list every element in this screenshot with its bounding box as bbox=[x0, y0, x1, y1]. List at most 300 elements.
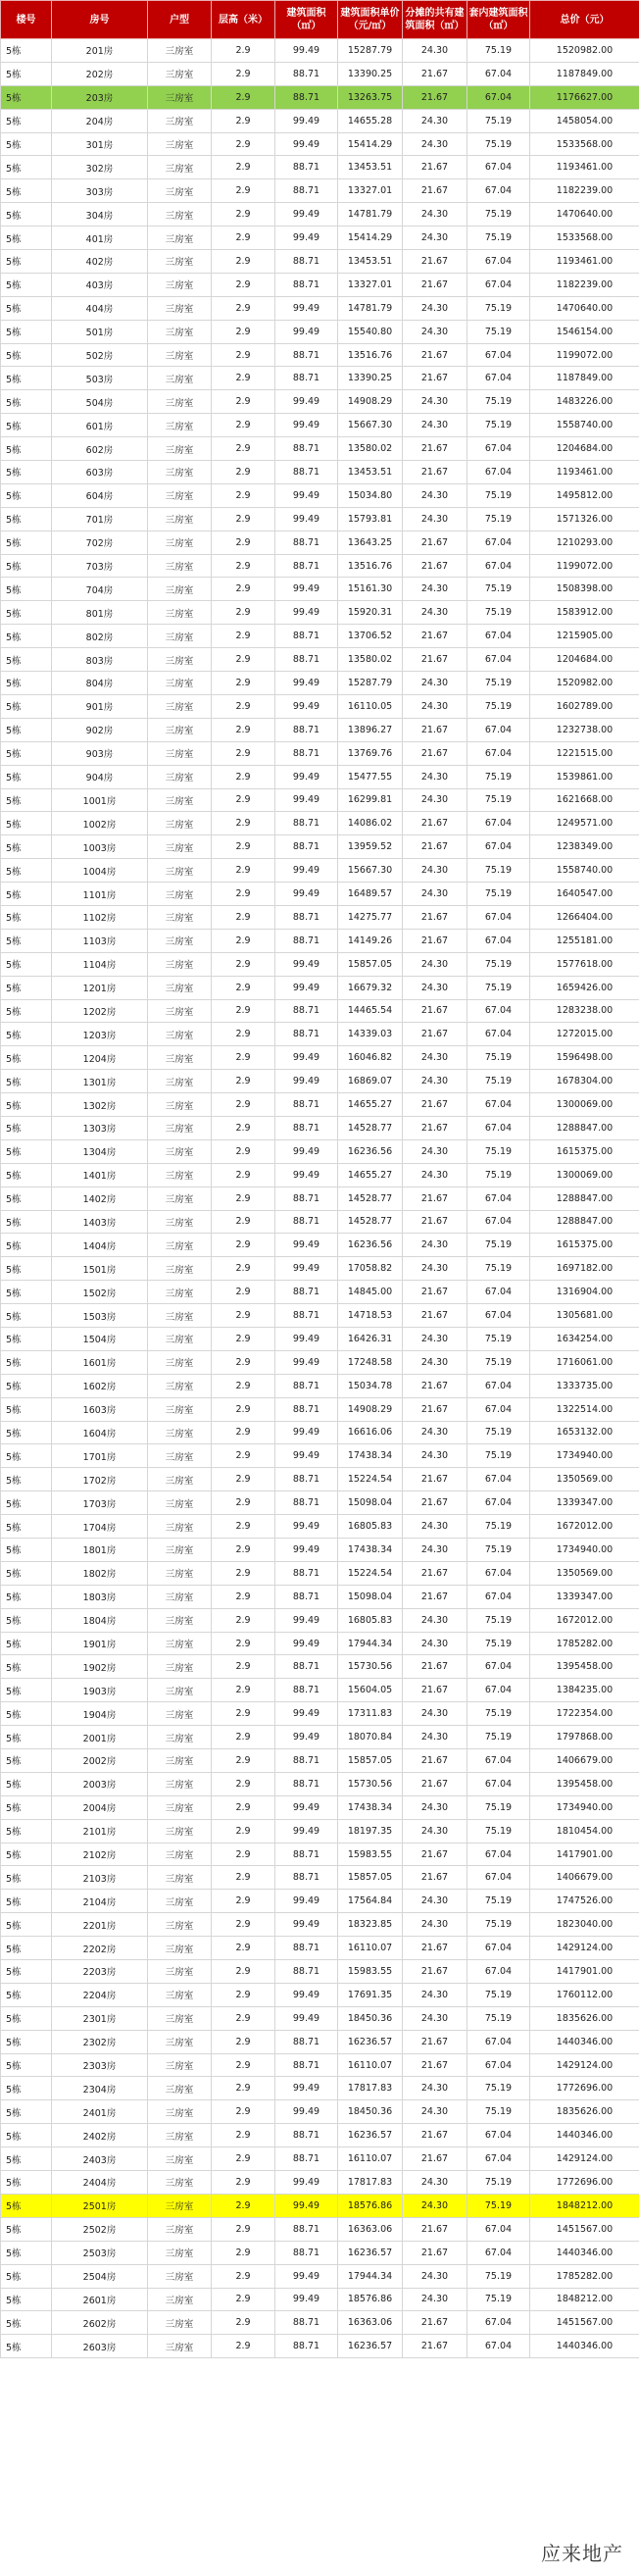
cell-shared-area: 24.30 bbox=[403, 672, 467, 695]
cell-shared-area: 21.67 bbox=[403, 273, 467, 296]
table-row bbox=[1, 530, 639, 554]
cell-floor-height: 2.9 bbox=[212, 483, 275, 507]
cell-floor-height: 2.9 bbox=[212, 1983, 275, 2006]
cell-unit-type: 三房室 bbox=[148, 672, 212, 695]
cell-room: 702房 bbox=[52, 530, 148, 554]
cell-unit-price: 17058.82 bbox=[338, 1257, 403, 1281]
cell-unit-type: 三房室 bbox=[148, 530, 212, 554]
cell-floor-height: 2.9 bbox=[212, 578, 275, 601]
cell-unit-type: 三房室 bbox=[148, 1866, 212, 1890]
cell-unit-price: 16236.56 bbox=[338, 1139, 403, 1163]
cell-floor-height: 2.9 bbox=[212, 601, 275, 625]
table-row bbox=[1, 1397, 639, 1421]
cell-unit-type: 三房室 bbox=[148, 1234, 212, 1257]
cell-building: 5栋 bbox=[1, 85, 52, 109]
cell-building: 5栋 bbox=[1, 1843, 52, 1866]
cell-inner-area: 75.19 bbox=[467, 507, 530, 530]
cell-unit-price: 14339.03 bbox=[338, 1023, 403, 1046]
cell-building-area: 88.71 bbox=[275, 1937, 338, 1960]
cell-room: 203房 bbox=[52, 85, 148, 109]
cell-building: 5栋 bbox=[1, 1983, 52, 2006]
cell-building: 5栋 bbox=[1, 2288, 52, 2311]
table-row bbox=[1, 1023, 639, 1046]
cell-room: 2201房 bbox=[52, 1913, 148, 1937]
cell-building-area: 99.49 bbox=[275, 1234, 338, 1257]
table-row bbox=[1, 1374, 639, 1397]
cell-unit-type: 三房室 bbox=[148, 367, 212, 390]
cell-shared-area: 24.30 bbox=[403, 2194, 467, 2217]
cell-inner-area: 75.19 bbox=[467, 483, 530, 507]
cell-shared-area: 21.67 bbox=[403, 741, 467, 765]
cell-building-area: 88.71 bbox=[275, 367, 338, 390]
cell-floor-height: 2.9 bbox=[212, 179, 275, 203]
cell-inner-area: 67.04 bbox=[467, 367, 530, 390]
cell-unit-type: 三房室 bbox=[148, 1913, 212, 1937]
cell-room: 2004房 bbox=[52, 1795, 148, 1819]
header-building: 楼号 bbox=[1, 1, 52, 39]
cell-building: 5栋 bbox=[1, 1608, 52, 1632]
cell-unit-price: 13769.76 bbox=[338, 741, 403, 765]
cell-room: 1904房 bbox=[52, 1702, 148, 1726]
table-row bbox=[1, 859, 639, 883]
cell-inner-area: 67.04 bbox=[467, 812, 530, 835]
cell-unit-type: 三房室 bbox=[148, 1304, 212, 1328]
cell-total-price: 1602789.00 bbox=[530, 694, 639, 718]
cell-inner-area: 75.19 bbox=[467, 672, 530, 695]
cell-shared-area: 24.30 bbox=[403, 1139, 467, 1163]
cell-inner-area: 67.04 bbox=[467, 2335, 530, 2358]
cell-floor-height: 2.9 bbox=[212, 530, 275, 554]
cell-building: 5栋 bbox=[1, 788, 52, 812]
cell-inner-area: 67.04 bbox=[467, 905, 530, 929]
cell-building-area: 88.71 bbox=[275, 1491, 338, 1515]
cell-inner-area: 67.04 bbox=[467, 2241, 530, 2264]
cell-floor-height: 2.9 bbox=[212, 1937, 275, 1960]
cell-total-price: 1429124.00 bbox=[530, 2053, 639, 2077]
cell-shared-area: 21.67 bbox=[403, 2124, 467, 2147]
cell-total-price: 1546154.00 bbox=[530, 320, 639, 343]
table-row bbox=[1, 203, 639, 227]
cell-inner-area: 75.19 bbox=[467, 2006, 530, 2030]
cell-floor-height: 2.9 bbox=[212, 1960, 275, 1984]
cell-total-price: 1440346.00 bbox=[530, 2241, 639, 2264]
cell-room: 404房 bbox=[52, 296, 148, 320]
cell-unit-price: 15034.80 bbox=[338, 483, 403, 507]
cell-total-price: 1558740.00 bbox=[530, 859, 639, 883]
cell-total-price: 1615375.00 bbox=[530, 1234, 639, 1257]
cell-total-price: 1458054.00 bbox=[530, 109, 639, 132]
cell-inner-area: 67.04 bbox=[467, 461, 530, 484]
cell-floor-height: 2.9 bbox=[212, 1421, 275, 1444]
cell-unit-type: 三房室 bbox=[148, 2335, 212, 2358]
cell-unit-price: 15793.81 bbox=[338, 507, 403, 530]
cell-building-area: 88.71 bbox=[275, 1187, 338, 1210]
cell-unit-type: 三房室 bbox=[148, 905, 212, 929]
cell-floor-height: 2.9 bbox=[212, 1187, 275, 1210]
cell-room: 1603房 bbox=[52, 1397, 148, 1421]
cell-building: 5栋 bbox=[1, 554, 52, 578]
cell-room: 1703房 bbox=[52, 1491, 148, 1515]
cell-building-area: 99.49 bbox=[275, 1983, 338, 2006]
cell-floor-height: 2.9 bbox=[212, 390, 275, 414]
cell-building: 5栋 bbox=[1, 1421, 52, 1444]
cell-floor-height: 2.9 bbox=[212, 554, 275, 578]
cell-floor-height: 2.9 bbox=[212, 132, 275, 156]
table-row bbox=[1, 1515, 639, 1539]
cell-shared-area: 21.67 bbox=[403, 437, 467, 461]
table-row bbox=[1, 1679, 639, 1702]
cell-floor-height: 2.9 bbox=[212, 1702, 275, 1726]
cell-total-price: 1182239.00 bbox=[530, 273, 639, 296]
cell-floor-height: 2.9 bbox=[212, 812, 275, 835]
cell-unit-type: 三房室 bbox=[148, 741, 212, 765]
cell-inner-area: 67.04 bbox=[467, 1093, 530, 1117]
cell-total-price: 1176627.00 bbox=[530, 85, 639, 109]
cell-unit-type: 三房室 bbox=[148, 1983, 212, 2006]
cell-building: 5栋 bbox=[1, 1304, 52, 1328]
cell-unit-price: 15477.55 bbox=[338, 765, 403, 788]
cell-building: 5栋 bbox=[1, 1585, 52, 1608]
cell-room: 2202房 bbox=[52, 1937, 148, 1960]
cell-inner-area: 75.19 bbox=[467, 2288, 530, 2311]
cell-total-price: 1722354.00 bbox=[530, 1702, 639, 1726]
cell-unit-price: 15857.05 bbox=[338, 952, 403, 976]
cell-unit-type: 三房室 bbox=[148, 1726, 212, 1749]
cell-room: 703房 bbox=[52, 554, 148, 578]
cell-building-area: 88.71 bbox=[275, 1561, 338, 1585]
cell-room: 1801房 bbox=[52, 1539, 148, 1562]
table-row bbox=[1, 648, 639, 672]
cell-room: 2003房 bbox=[52, 1772, 148, 1795]
cell-inner-area: 67.04 bbox=[467, 1374, 530, 1397]
cell-floor-height: 2.9 bbox=[212, 1608, 275, 1632]
cell-inner-area: 67.04 bbox=[467, 1281, 530, 1304]
cell-inner-area: 75.19 bbox=[467, 203, 530, 227]
cell-building-area: 88.71 bbox=[275, 1281, 338, 1304]
cell-unit-type: 三房室 bbox=[148, 2264, 212, 2288]
cell-room: 402房 bbox=[52, 250, 148, 274]
cell-unit-type: 三房室 bbox=[148, 1257, 212, 1281]
cell-total-price: 1451567.00 bbox=[530, 2311, 639, 2335]
cell-unit-type: 三房室 bbox=[148, 694, 212, 718]
cell-inner-area: 75.19 bbox=[467, 1046, 530, 1070]
cell-total-price: 1182239.00 bbox=[530, 179, 639, 203]
table-row bbox=[1, 1772, 639, 1795]
cell-unit-price: 14149.26 bbox=[338, 929, 403, 952]
cell-floor-height: 2.9 bbox=[212, 1281, 275, 1304]
cell-building-area: 99.49 bbox=[275, 1702, 338, 1726]
cell-room: 804房 bbox=[52, 672, 148, 695]
cell-inner-area: 67.04 bbox=[467, 1679, 530, 1702]
cell-inner-area: 67.04 bbox=[467, 1116, 530, 1139]
table-row bbox=[1, 132, 639, 156]
cell-total-price: 1187849.00 bbox=[530, 367, 639, 390]
cell-unit-price: 13327.01 bbox=[338, 273, 403, 296]
cell-floor-height: 2.9 bbox=[212, 1843, 275, 1866]
cell-building-area: 99.49 bbox=[275, 2194, 338, 2217]
cell-unit-type: 三房室 bbox=[148, 85, 212, 109]
cell-unit-type: 三房室 bbox=[148, 2241, 212, 2264]
cell-shared-area: 21.67 bbox=[403, 1397, 467, 1421]
cell-building: 5栋 bbox=[1, 1210, 52, 1234]
cell-room: 301房 bbox=[52, 132, 148, 156]
table-row bbox=[1, 2288, 639, 2311]
cell-building: 5栋 bbox=[1, 1139, 52, 1163]
cell-floor-height: 2.9 bbox=[212, 1679, 275, 1702]
cell-inner-area: 67.04 bbox=[467, 1866, 530, 1890]
header-unit-type: 户型 bbox=[148, 1, 212, 39]
cell-room: 504房 bbox=[52, 390, 148, 414]
cell-unit-type: 三房室 bbox=[148, 62, 212, 85]
cell-floor-height: 2.9 bbox=[212, 507, 275, 530]
cell-room: 2403房 bbox=[52, 2147, 148, 2171]
cell-inner-area: 75.19 bbox=[467, 2264, 530, 2288]
cell-inner-area: 75.19 bbox=[467, 578, 530, 601]
cell-unit-type: 三房室 bbox=[148, 273, 212, 296]
cell-unit-price: 13959.52 bbox=[338, 835, 403, 859]
cell-room: 1404房 bbox=[52, 1234, 148, 1257]
table-row bbox=[1, 1093, 639, 1117]
cell-inner-area: 67.04 bbox=[467, 530, 530, 554]
cell-building: 5栋 bbox=[1, 601, 52, 625]
cell-floor-height: 2.9 bbox=[212, 1116, 275, 1139]
cell-unit-type: 三房室 bbox=[148, 2124, 212, 2147]
cell-total-price: 1440346.00 bbox=[530, 2335, 639, 2358]
table-row bbox=[1, 672, 639, 695]
cell-floor-height: 2.9 bbox=[212, 2335, 275, 2358]
cell-building: 5栋 bbox=[1, 483, 52, 507]
cell-unit-price: 14465.54 bbox=[338, 999, 403, 1023]
cell-building-area: 99.49 bbox=[275, 976, 338, 999]
cell-building: 5栋 bbox=[1, 952, 52, 976]
table-row bbox=[1, 1281, 639, 1304]
table-row bbox=[1, 1187, 639, 1210]
cell-total-price: 1221515.00 bbox=[530, 741, 639, 765]
cell-room: 1602房 bbox=[52, 1374, 148, 1397]
cell-unit-type: 三房室 bbox=[148, 2006, 212, 2030]
cell-building-area: 88.71 bbox=[275, 718, 338, 741]
cell-building: 5栋 bbox=[1, 1187, 52, 1210]
cell-unit-type: 三房室 bbox=[148, 1749, 212, 1773]
table-row bbox=[1, 39, 639, 63]
cell-shared-area: 24.30 bbox=[403, 1913, 467, 1937]
cell-shared-area: 24.30 bbox=[403, 39, 467, 63]
cell-building: 5栋 bbox=[1, 203, 52, 227]
cell-building: 5栋 bbox=[1, 1866, 52, 1890]
table-row bbox=[1, 1913, 639, 1937]
cell-unit-type: 三房室 bbox=[148, 1608, 212, 1632]
cell-unit-type: 三房室 bbox=[148, 1795, 212, 1819]
cell-unit-price: 15857.05 bbox=[338, 1749, 403, 1773]
cell-unit-type: 三房室 bbox=[148, 507, 212, 530]
cell-unit-type: 三房室 bbox=[148, 2030, 212, 2053]
cell-shared-area: 24.30 bbox=[403, 2288, 467, 2311]
cell-inner-area: 67.04 bbox=[467, 156, 530, 179]
cell-building: 5栋 bbox=[1, 2311, 52, 2335]
cell-unit-price: 16110.05 bbox=[338, 694, 403, 718]
cell-building: 5栋 bbox=[1, 2264, 52, 2288]
cell-unit-price: 15034.78 bbox=[338, 1374, 403, 1397]
cell-room: 2404房 bbox=[52, 2171, 148, 2195]
cell-building-area: 99.49 bbox=[275, 672, 338, 695]
cell-unit-price: 15920.31 bbox=[338, 601, 403, 625]
cell-total-price: 1232738.00 bbox=[530, 718, 639, 741]
cell-inner-area: 67.04 bbox=[467, 1937, 530, 1960]
cell-floor-height: 2.9 bbox=[212, 2171, 275, 2195]
cell-floor-height: 2.9 bbox=[212, 1023, 275, 1046]
cell-unit-type: 三房室 bbox=[148, 39, 212, 63]
cell-building: 5栋 bbox=[1, 883, 52, 906]
cell-building-area: 88.71 bbox=[275, 2053, 338, 2077]
cell-inner-area: 75.19 bbox=[467, 1515, 530, 1539]
cell-total-price: 1193461.00 bbox=[530, 250, 639, 274]
cell-building: 5栋 bbox=[1, 461, 52, 484]
cell-floor-height: 2.9 bbox=[212, 343, 275, 367]
cell-total-price: 1316904.00 bbox=[530, 1281, 639, 1304]
cell-floor-height: 2.9 bbox=[212, 625, 275, 648]
cell-floor-height: 2.9 bbox=[212, 2100, 275, 2124]
cell-room: 2001房 bbox=[52, 1726, 148, 1749]
cell-unit-type: 三房室 bbox=[148, 483, 212, 507]
cell-building-area: 99.49 bbox=[275, 2077, 338, 2100]
cell-building-area: 99.49 bbox=[275, 1539, 338, 1562]
cell-floor-height: 2.9 bbox=[212, 1070, 275, 1093]
cell-shared-area: 21.67 bbox=[403, 461, 467, 484]
cell-floor-height: 2.9 bbox=[212, 788, 275, 812]
cell-total-price: 1406679.00 bbox=[530, 1866, 639, 1890]
cell-room: 1003房 bbox=[52, 835, 148, 859]
table-row bbox=[1, 1421, 639, 1444]
cell-shared-area: 24.30 bbox=[403, 2171, 467, 2195]
cell-total-price: 1417901.00 bbox=[530, 1843, 639, 1866]
cell-floor-height: 2.9 bbox=[212, 2077, 275, 2100]
cell-unit-type: 三房室 bbox=[148, 1702, 212, 1726]
cell-building: 5栋 bbox=[1, 1913, 52, 1937]
cell-room: 701房 bbox=[52, 507, 148, 530]
cell-inner-area: 67.04 bbox=[467, 1304, 530, 1328]
cell-room: 1704房 bbox=[52, 1515, 148, 1539]
cell-floor-height: 2.9 bbox=[212, 1046, 275, 1070]
cell-building: 5栋 bbox=[1, 437, 52, 461]
cell-building: 5栋 bbox=[1, 1163, 52, 1187]
cell-room: 2102房 bbox=[52, 1843, 148, 1866]
cell-shared-area: 21.67 bbox=[403, 625, 467, 648]
table-row bbox=[1, 156, 639, 179]
table-row bbox=[1, 694, 639, 718]
cell-unit-type: 三房室 bbox=[148, 1491, 212, 1515]
cell-unit-price: 13327.01 bbox=[338, 179, 403, 203]
cell-room: 601房 bbox=[52, 414, 148, 437]
cell-inner-area: 75.19 bbox=[467, 1421, 530, 1444]
cell-inner-area: 75.19 bbox=[467, 765, 530, 788]
cell-unit-type: 三房室 bbox=[148, 109, 212, 132]
cell-inner-area: 67.04 bbox=[467, 2053, 530, 2077]
cell-inner-area: 75.19 bbox=[467, 1726, 530, 1749]
cell-total-price: 1451567.00 bbox=[530, 2217, 639, 2241]
cell-floor-height: 2.9 bbox=[212, 2288, 275, 2311]
cell-floor-height: 2.9 bbox=[212, 1913, 275, 1937]
table-row bbox=[1, 1350, 639, 1374]
cell-total-price: 1533568.00 bbox=[530, 132, 639, 156]
cell-total-price: 1785282.00 bbox=[530, 2264, 639, 2288]
cell-unit-price: 18197.35 bbox=[338, 1819, 403, 1843]
cell-floor-height: 2.9 bbox=[212, 273, 275, 296]
cell-total-price: 1384235.00 bbox=[530, 1679, 639, 1702]
cell-shared-area: 24.30 bbox=[403, 1421, 467, 1444]
cell-shared-area: 24.30 bbox=[403, 390, 467, 414]
cell-building: 5栋 bbox=[1, 1960, 52, 1984]
cell-unit-price: 16489.57 bbox=[338, 883, 403, 906]
cell-total-price: 1255181.00 bbox=[530, 929, 639, 952]
table-row bbox=[1, 1819, 639, 1843]
cell-building-area: 88.71 bbox=[275, 835, 338, 859]
cell-unit-type: 三房室 bbox=[148, 952, 212, 976]
cell-total-price: 1848212.00 bbox=[530, 2288, 639, 2311]
cell-unit-price: 16616.06 bbox=[338, 1421, 403, 1444]
cell-shared-area: 24.30 bbox=[403, 1795, 467, 1819]
cell-unit-price: 15730.56 bbox=[338, 1772, 403, 1795]
cell-unit-type: 三房室 bbox=[148, 1561, 212, 1585]
table-row bbox=[1, 2217, 639, 2241]
table-row bbox=[1, 578, 639, 601]
cell-shared-area: 21.67 bbox=[403, 718, 467, 741]
cell-shared-area: 21.67 bbox=[403, 1023, 467, 1046]
cell-inner-area: 75.19 bbox=[467, 1163, 530, 1187]
cell-total-price: 1199072.00 bbox=[530, 343, 639, 367]
cell-unit-price: 16110.07 bbox=[338, 2147, 403, 2171]
cell-total-price: 1848212.00 bbox=[530, 2194, 639, 2217]
table-row bbox=[1, 85, 639, 109]
cell-floor-height: 2.9 bbox=[212, 2241, 275, 2264]
cell-unit-price: 18450.36 bbox=[338, 2100, 403, 2124]
cell-shared-area: 24.30 bbox=[403, 2006, 467, 2030]
cell-unit-price: 15224.54 bbox=[338, 1468, 403, 1491]
cell-building-area: 88.71 bbox=[275, 2217, 338, 2241]
table-row bbox=[1, 483, 639, 507]
cell-total-price: 1678304.00 bbox=[530, 1070, 639, 1093]
cell-floor-height: 2.9 bbox=[212, 859, 275, 883]
cell-building-area: 99.49 bbox=[275, 1421, 338, 1444]
cell-unit-price: 15098.04 bbox=[338, 1491, 403, 1515]
cell-inner-area: 75.19 bbox=[467, 2194, 530, 2217]
cell-building-area: 88.71 bbox=[275, 2030, 338, 2053]
cell-building: 5栋 bbox=[1, 2124, 52, 2147]
cell-total-price: 1339347.00 bbox=[530, 1491, 639, 1515]
cell-building-area: 88.71 bbox=[275, 461, 338, 484]
cell-building-area: 88.71 bbox=[275, 250, 338, 274]
table-row bbox=[1, 1210, 639, 1234]
cell-total-price: 1238349.00 bbox=[530, 835, 639, 859]
table-row bbox=[1, 390, 639, 414]
cell-building: 5栋 bbox=[1, 1937, 52, 1960]
cell-floor-height: 2.9 bbox=[212, 2147, 275, 2171]
cell-unit-type: 三房室 bbox=[148, 625, 212, 648]
cell-shared-area: 21.67 bbox=[403, 179, 467, 203]
cell-floor-height: 2.9 bbox=[212, 1515, 275, 1539]
cell-inner-area: 75.19 bbox=[467, 883, 530, 906]
cell-floor-height: 2.9 bbox=[212, 1491, 275, 1515]
cell-unit-type: 三房室 bbox=[148, 859, 212, 883]
cell-shared-area: 21.67 bbox=[403, 85, 467, 109]
cell-shared-area: 24.30 bbox=[403, 132, 467, 156]
cell-floor-height: 2.9 bbox=[212, 1795, 275, 1819]
cell-building-area: 88.71 bbox=[275, 554, 338, 578]
cell-shared-area: 21.67 bbox=[403, 929, 467, 952]
cell-unit-price: 16805.83 bbox=[338, 1515, 403, 1539]
cell-building: 5栋 bbox=[1, 250, 52, 274]
cell-floor-height: 2.9 bbox=[212, 1749, 275, 1773]
cell-building: 5栋 bbox=[1, 1116, 52, 1139]
